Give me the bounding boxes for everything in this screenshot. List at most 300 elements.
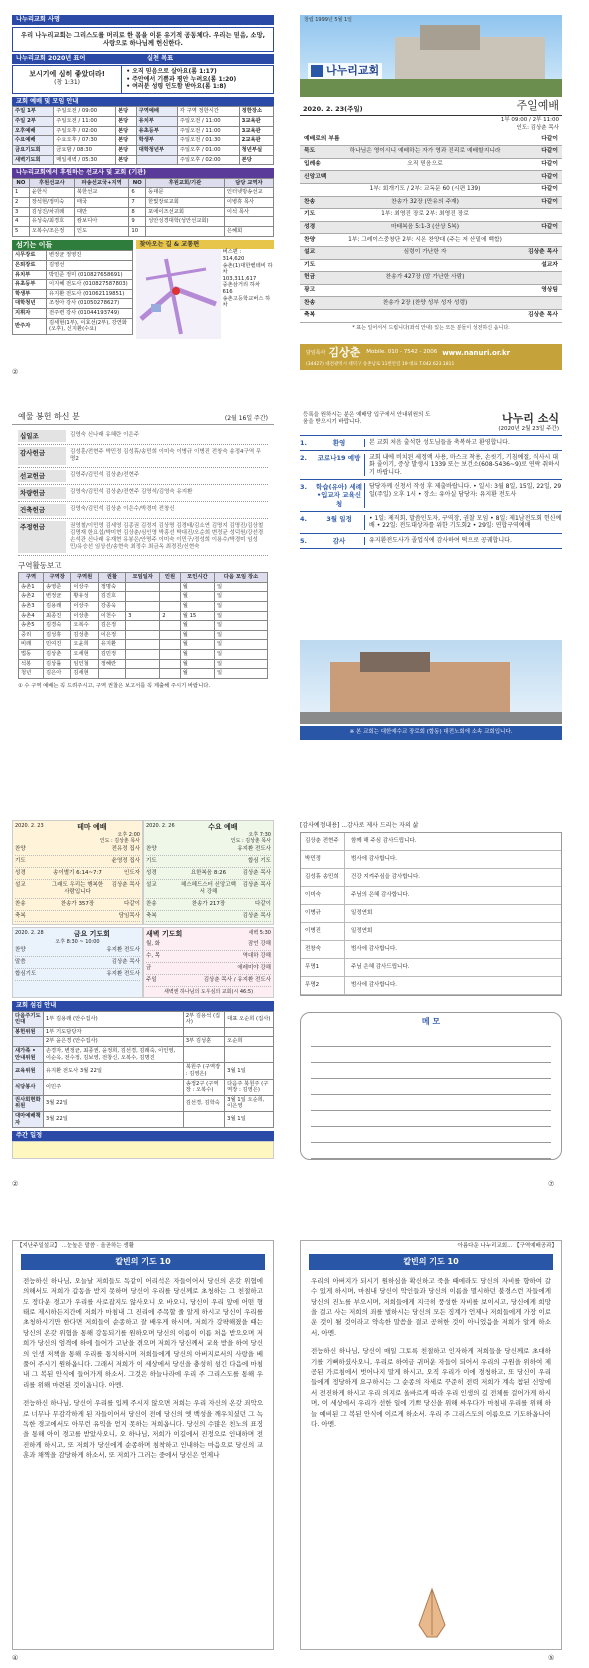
zone-cell: 일 — [214, 601, 267, 611]
zone-cell — [160, 601, 180, 611]
zone-cell — [126, 630, 160, 640]
theme-service-cell: 찬송 — [15, 900, 26, 907]
service-date: 2020. 2. 23(주일) — [303, 104, 363, 113]
duty-cell — [183, 1047, 224, 1063]
zone-cell: 김경숙 — [44, 621, 71, 631]
zone-cell: 월 — [180, 640, 214, 650]
zone-cell — [160, 592, 180, 602]
staff-role: 반주자 — [13, 318, 47, 334]
goal-item: • 오직 믿음으로 살아요(롬 1:17) — [126, 68, 217, 76]
theme-service-row — [15, 844, 140, 856]
theme-service-cell: 찬양 — [15, 846, 26, 853]
duty-cell: 3월 1일 — [225, 1063, 274, 1079]
duty-cell: 2부 김용석 (집사) — [183, 1011, 224, 1027]
page-number: ④ — [12, 1654, 19, 1662]
news-content: 교회 내에 비치된 세정액 사용, 마스크 착용, 손씻기, 기침예절, 식사시 대화 줄이기, 증상 발생시 1339 또는 보건소(608-5436~9)로 연락 취하시기 바랍니다. — [364, 454, 562, 477]
theme-service-cell: 전유정 집사 — [111, 846, 140, 853]
wed-service-cell: 기도 — [146, 858, 157, 865]
order-row — [300, 209, 562, 222]
support-cell: 이석 목사 — [224, 207, 273, 217]
order-row — [300, 159, 562, 172]
dawn-note: 새벽엔 하나님의 도우심의 교회(시 46:5) — [163, 988, 254, 995]
schedule-cell: 주일 2부 — [13, 117, 54, 127]
duty-cell: 북원주 (구역장 : 김영은) — [183, 1063, 224, 1079]
church-building-photo — [300, 640, 562, 724]
wed-service-cell: 김상춘 목사 — [242, 870, 271, 876]
duty-row — [13, 1079, 274, 1095]
zone-cell: 월 15 — [180, 611, 214, 621]
schedule-cell: 유초등부 — [136, 126, 177, 136]
church-photo — [300, 15, 562, 97]
staff-role: 은퇴장로 — [13, 260, 47, 270]
duty-cell: 대표 오순희 (집사) — [225, 1011, 274, 1027]
zone-cell: 월 — [180, 659, 214, 669]
page-number: ② — [12, 1180, 19, 1188]
schedule-cell: 금요기도회 — [13, 145, 54, 155]
fri-date: 2020. 2. 28 — [15, 930, 44, 937]
zone-cell: 일 — [214, 669, 267, 679]
wed-service-cell: 찬양 — [146, 846, 157, 853]
schedule-cell: 유치부 — [136, 117, 177, 127]
order-person — [506, 237, 558, 244]
duty-cell — [13, 1037, 44, 1047]
prayer-paragraph: 전능하신 하나님, 당신이 매일 그토록 친절하고 인자하게 저희들을 당신께로 초대하기를 기뻐하셨사오니, 우리로 하여금 귀머운 자들이 되어서 우리의 구원을 위하여 제공된 가르침에서 벗어나지 말게 하시고, 오직 우리가 이에 경청하고, 또 당신이 우리들에게 정당하게 요구하시는 그 순종의 자세로 꾸준히 전력 저희가 계속 참된 신앙에서 전진하게 하시고 우리 의지로 올바르게 따라 우리 인생의 길 전체를 걸어가게 하시며, 이 세상에서 우리가 선한 일에 기쁘 당신을 위해 싸우다가 마침내 우리를 위해 하늘 예비된 그 복된 안식에 이르게 하소서. 우리 주 그리스도의 이름으로 기도하옵나이다. 아멘. — [311, 1347, 551, 1428]
theme-time: 오후 2:00 — [117, 831, 140, 838]
order-of-service — [300, 134, 562, 323]
schedule-header: 교회 예배 및 모임 안내 — [12, 97, 274, 107]
page-number: ⑤ — [548, 1654, 555, 1662]
staff-role: 대학청년 — [13, 299, 47, 309]
offering-names: 김영숙/김민석 김상춘 이은수/박경미 전창신 — [70, 506, 175, 513]
memo-title: 메 모 — [421, 1016, 441, 1026]
support-cell: 7 — [129, 198, 146, 208]
zone-cell — [126, 601, 160, 611]
news-number: 5. — [300, 536, 307, 545]
staff-role: 지휘자 — [13, 308, 47, 318]
wed-service-cell: 찬송 — [146, 900, 157, 907]
order-content: 1부: 최영진 장로 2부: 최영진 장로 — [381, 211, 469, 218]
service-times: 1부 09:00 / 2부 11:00 — [500, 116, 559, 123]
support-header-cell: NO — [129, 178, 146, 188]
zone-cell — [126, 669, 160, 679]
register-intro: 등록을 원하시는 분은 예배당 입구에서 안내위원의 도움을 받으시기 바랍니다. — [303, 412, 431, 425]
zone-cell: 이상주 — [71, 601, 98, 611]
news-title: 나누리 소식 — [502, 412, 559, 425]
order-item: 헌금 — [304, 274, 316, 281]
news-topic: 환영 — [332, 438, 346, 447]
year-motto-header: 나누리교회 2020년 표어 — [12, 54, 143, 64]
schedule-cell: 주일오후 / 02:00 — [54, 126, 116, 136]
theme-service-row — [15, 899, 140, 911]
pastor-name: 김상춘 — [328, 346, 361, 359]
theme-service-cell — [50, 913, 106, 920]
theme-service-cell: 인도자 — [124, 870, 140, 876]
duty-cell: 3월 22일 — [43, 1095, 183, 1111]
schedule-cell: 주일 1부 — [13, 107, 54, 117]
thanks-content: 주님의 은혜 감사합니다. — [351, 891, 410, 898]
dawn-time: 새벽 5:30 — [248, 930, 271, 937]
theme-service-cell: 다같이 — [124, 900, 140, 907]
fri-prayer-cell: 유지환 전도사 — [106, 947, 140, 954]
order-person: 영상팀 — [541, 287, 558, 293]
thanks-row — [301, 941, 561, 959]
order-person: 다같이 — [541, 198, 558, 205]
schedule-row — [13, 145, 274, 155]
duty-cell: 3월 22일 — [43, 1111, 183, 1127]
duty-cell: 다음주기도인대 — [13, 1011, 44, 1027]
offering-type: 건축헌금 — [18, 504, 66, 516]
duty-header: 교회 섬김 안내 — [12, 1001, 274, 1011]
staff-role: 학생부 — [13, 289, 47, 299]
thanks-row — [301, 959, 561, 977]
theme-service-row — [15, 911, 140, 923]
schedule-cell: 주일오전 / 01:30 — [177, 136, 239, 146]
zone-report-table — [18, 572, 268, 679]
order-item: 찬송 — [304, 198, 316, 205]
order-item: 설교 — [304, 249, 316, 256]
support-cell: 대만 — [74, 207, 128, 217]
service-leader: 인도: 김상춘 목사 — [516, 124, 559, 131]
zone-cell: 일 — [214, 640, 267, 650]
theme-service-cell: 송이별기 6:14~7:7 — [53, 870, 102, 876]
theme-service-row — [15, 880, 140, 899]
zone-cell: 월 — [180, 669, 214, 679]
weekly-schedule-box — [12, 1141, 274, 1159]
support-cell — [146, 226, 225, 236]
praying-hands-image — [397, 1585, 467, 1641]
zone-report-title: 구역활동보고 — [18, 560, 62, 570]
dawn-prayer-cell: 주일 — [146, 976, 157, 983]
zone-cell — [160, 582, 180, 592]
support-row — [13, 198, 274, 208]
dawn-prayer-cell: 잠언 강해 — [247, 941, 271, 948]
news-topic: 학습(유아) 세례•입교자 교육신청 — [316, 483, 362, 508]
zone-row — [19, 592, 268, 602]
thanks-name: 박민정 — [301, 851, 345, 868]
order-content: 심령이 가난한 자 — [403, 249, 447, 256]
order-content — [344, 312, 506, 319]
page-5 — [12, 820, 274, 1175]
zone-header-cell: 권찰 — [98, 573, 125, 583]
zone-cell: 변정균 — [44, 592, 71, 602]
zone-row — [19, 630, 268, 640]
schedule-cell: 2교육관 — [239, 136, 273, 146]
schedule-cell: 새벽기도회 — [13, 155, 54, 165]
news-number: 2. — [300, 453, 307, 462]
wed-service-row — [146, 844, 271, 856]
page-number: ⑦ — [548, 1180, 555, 1188]
order-row — [300, 272, 562, 285]
schedule-cell: 주일오전 / 11:00 — [177, 117, 239, 127]
staff-name: 김세현(1부), 이효선(2부), 강연화(오후), 신지환(수요) — [47, 318, 133, 334]
zone-cell — [126, 650, 160, 660]
support-header-cell: NO — [13, 178, 30, 188]
dawn-prayer-cell: 금 — [146, 964, 152, 971]
schedule-row — [13, 155, 274, 165]
order-content: 찬송가 427장 (맘 가난한 사람) — [385, 274, 465, 281]
support-cell: 윤한식 — [29, 188, 74, 198]
schedule-cell: 3교육관 — [239, 126, 273, 136]
map-header: 찾아오는 길 & 교통편 — [136, 240, 274, 250]
zone-cell — [126, 582, 160, 592]
wednesday-service-box — [143, 820, 274, 925]
schedule-cell: 본당 — [116, 117, 137, 127]
service-title: 주일예배 — [516, 99, 559, 112]
dawn-prayer-row — [146, 939, 271, 951]
thanks-row — [301, 923, 561, 941]
schedule-cell — [136, 155, 177, 165]
news-list — [300, 435, 562, 549]
offering-names: 김영주/김민석 김상춘/전현주 — [70, 471, 140, 478]
dawn-prayer-cell: 수, 목 — [146, 953, 161, 959]
staff-row — [13, 280, 133, 290]
prayer-paragraph: 전능하신 하나님, 오늘날 저희들도 독같이 어리석은 자들이어서 당신의 온갖 위협에 의해서도 저희가 갑동을 받지 못하며 당신이 우리를 당신께로 초청하는 그 친절하고도 정다운 경고가 우리를 사로잡지도 않사오니 오 바오니, 당신이 우리 앞에 어떤 형태로 제시하든지간에 저희가 마침내 그 진리에 주목할 줄 알게 하시고 당신이 우리를 초청하시기만 한다면 저희들이 순종하고 잘 배우게 하시며, 저희가 강퍅해졌을 때는 당신의 온갖 위협을 통해 강동되기를 원하오며 당신의 이름이 이름 처음 받으오며 저희가 당신의 엄격에 하에 들어가 고난을 겪으며 저희가 당신께서 교육 받을 하여 당신의 인생 저책을 통해 우리를 통치하시며 저희들에게 당신의 아버지로서의 사랑을 베풀어 주시기 원하옵니다. 그래서 저희가 이 세상에서 당신을 충성히 섬긴 다음에 마침내 그 복된 안식에 들어가게 하소서. 그것은 하늘나라에 우리 주 그리스도를 통해 우리를 위해 마련된 것이옵니다. 아멘. — [23, 1276, 263, 1389]
theme-service-cell: 찬송가 357장 — [60, 900, 95, 907]
zone-cell: 김민정 — [98, 650, 125, 660]
zone-cell: 송촌4 — [19, 611, 44, 621]
wed-service-cell: 합심 기도 — [247, 858, 271, 865]
staff-name: 김영선 — [47, 260, 133, 270]
zone-cell: 월 — [180, 621, 214, 631]
thanks-name: 전창숙 — [301, 941, 345, 958]
news-number: 4. — [300, 514, 307, 523]
zone-cell: 이천수 — [98, 611, 125, 621]
staff-row — [13, 251, 133, 261]
order-person: 김상춘 목사 — [527, 249, 558, 256]
news-item — [300, 534, 562, 549]
zone-header-cell: 구역장 — [44, 573, 71, 583]
fri-prayer-row — [15, 969, 140, 981]
goal-item: • 주안에서 기쁨과 평안 누려요(롬 1:20) — [126, 75, 237, 83]
wed-service-cell: 김상춘 목사 — [242, 881, 271, 888]
order-row — [300, 285, 562, 298]
order-row — [300, 310, 562, 323]
zone-cell: 강종욱 — [98, 601, 125, 611]
zone-header-cell: 다음 모임 장소 — [214, 573, 267, 583]
support-cell: 인터넷방송선교 — [224, 188, 273, 198]
church-website[interactable]: www.nanuri.or.kr — [442, 348, 511, 357]
schedule-row — [13, 136, 274, 146]
staff-row — [13, 318, 133, 334]
wed-service-cell: 찬송가 217장 — [191, 900, 226, 907]
page-7 — [12, 1240, 274, 1650]
wed-service-cell: 요한복음 8:26 — [190, 870, 227, 876]
support-row — [13, 217, 274, 227]
staff-role: 유치부 — [13, 270, 47, 280]
zone-cell: 일 — [214, 650, 267, 660]
zone-cell: 정명숙 — [98, 582, 125, 592]
news-content: 담당자께 신청서 작성 후 제출바랍니다. • 일시: 3월 8일, 15일, 22일, 29일(주일) 오후 1시 • 장소: 유아실 담당자: 유지환 전도사 — [364, 483, 562, 507]
zone-cell: 이상주 — [71, 582, 98, 592]
schedule-cell: 청년부실 — [239, 145, 273, 155]
duty-cell — [225, 1027, 274, 1037]
order-row — [300, 184, 562, 197]
zone-cell: 송촌5 — [19, 621, 44, 631]
page-6 — [300, 820, 562, 1175]
fri-prayer-cell: 김상춘 목사 — [111, 959, 140, 966]
offering-row — [18, 468, 268, 485]
year-motto-ref: (창 1:31) — [54, 78, 81, 86]
fri-time: 오후 8:30 ~ 10:00 — [55, 939, 100, 946]
duty-cell: 3월 1일 — [225, 1111, 274, 1127]
duty-cell: 1부 기도담당자 — [43, 1027, 183, 1037]
thanks-content: 주님 은혜 감사드립니다. — [351, 963, 410, 970]
zone-cell — [160, 669, 180, 679]
schedule-cell: 학생부 — [136, 136, 177, 146]
fri-prayer-cell — [50, 947, 106, 954]
zone-header-cell: 인원 — [160, 573, 180, 583]
wed-service-cell: 김상춘 목사 — [242, 912, 271, 919]
support-cell: 유성숙/최경호 — [29, 217, 74, 227]
offering-row — [18, 445, 268, 468]
staff-name: 변정균 정영진 — [47, 251, 133, 261]
duty-cell: 오순희 — [225, 1037, 274, 1047]
zone-cell: 3 — [126, 611, 160, 621]
zone-cell: 이상춘 — [71, 611, 98, 621]
zone-cell: 월 — [180, 592, 214, 602]
thanks-row — [301, 905, 561, 923]
thanks-content: 범사에 감사합니다. — [351, 981, 398, 988]
zone-header-cell: 구역 — [19, 573, 44, 583]
friday-prayer-box — [12, 927, 143, 998]
support-cell: 성안성경대학(성안선교회) — [146, 217, 225, 227]
staff-name: 유지환 전도사 (01062119851) — [47, 289, 133, 299]
zone-cell: 송영준 — [44, 582, 71, 592]
pastor-mobile: Mobile. 010 - 7542 - 2006 — [366, 349, 438, 356]
thanks-name: 김성휴 송민희 — [301, 869, 345, 886]
bus-line: 616 — [222, 288, 233, 295]
order-row — [300, 260, 562, 273]
fri-prayer-row — [15, 957, 140, 969]
order-item: 축복 — [304, 312, 316, 319]
bus-stop: 송촌(1)대한벧테비 하차 — [222, 262, 273, 276]
duty-table — [12, 1011, 274, 1129]
zone-cell: 김성휴 — [44, 630, 71, 640]
zone-cell: 오세현 — [71, 650, 98, 660]
zone-cell: 오복수 — [71, 621, 98, 631]
news-item — [300, 436, 562, 451]
zone-cell — [98, 669, 125, 679]
order-content — [344, 174, 506, 181]
schedule-row — [13, 126, 274, 136]
news-item — [300, 512, 562, 534]
mission-header: 나누리교회 사명 — [12, 15, 274, 25]
staff-row — [13, 299, 133, 309]
duty-cell: 새가족 • 안내위원 — [13, 1047, 44, 1063]
support-row — [13, 226, 274, 236]
zone-cell: 송촌1 — [19, 582, 44, 592]
order-item: 찬송 — [304, 299, 316, 306]
order-row — [300, 171, 562, 184]
theme-service-cell: 기도 — [15, 858, 26, 865]
duty-cell — [225, 1047, 274, 1063]
news-content: 본 교회 처음 출석한 성도님들을 축복하고 환영합니다. — [364, 439, 562, 447]
duty-row — [13, 1047, 274, 1063]
zone-cell: 중리 — [19, 630, 44, 640]
duty-cell: 유지환 전도사 3월 22일 — [43, 1063, 183, 1079]
wed-leader: 인도 : 김상춘 목사 — [230, 838, 271, 844]
order-item: 광고 — [304, 287, 316, 293]
schedule-cell: 대학청년부 — [136, 145, 177, 155]
staff-name: 박민준 정미 (010827658691) — [47, 270, 133, 280]
theme-service-cell: 성경 — [15, 870, 26, 876]
thanks-content: 건강 지켜주심을 감사합니다. — [351, 873, 421, 880]
mission-text: 우리 나누리교회는 그리스도를 머리로 한 몸을 이룬 유기적 공동체다. 우리는 믿음, 소망, 사랑으로 하나님께 헌신한다. — [12, 27, 274, 53]
zone-cell: 월 — [180, 601, 214, 611]
order-person — [506, 274, 558, 281]
prayer-paragraph: 전능하신 하나님, 당신이 우리를 입께 주시지 않으면 저희는 우리 자신의 온갖 죄악으로 너무나 무감각하게 된 자들이어서 당신이 전에 당신의 옛 백성을 깨우치셨던 그 녹독한 경고에서도 아무런 유익을 얻지 못하는 저희옵니다. 당신의 수많은 친노의 표징을 통해 아이 경고를 받았사오니, 오 하나님, 저희가 이길에서 진정으로 인내하며 전진하게 하시고, 또 저희가 당신에게 순종하며 침착하고 인내하는 마음으로 당신의 교훈과 채찍을 감당하게 하소서, 또 저희가 그러는 중에서 당신은 언제나 — [23, 1399, 263, 1460]
theme-service-cell: 그래도 우리는 행복한 사람입니다 — [51, 881, 104, 895]
offering-type: 주정헌금 — [18, 521, 66, 553]
wed-service-row — [146, 856, 271, 868]
duty-cell: 다음주 북원주 (구역장 : 김영은) — [225, 1079, 274, 1095]
fri-prayer-cell: 말씀 — [15, 959, 26, 966]
mission-support-header: 나누리교회에서 후원하는 선교사 및 교회 (기관) — [12, 168, 274, 178]
thanks-row — [301, 887, 561, 905]
support-cell: 이병휴 목사 — [224, 198, 273, 208]
zone-row — [19, 640, 268, 650]
support-cell: 북한선교 — [74, 188, 128, 198]
zone-cell: 2 — [160, 611, 180, 621]
news-topic: 코로나19 예방 — [317, 453, 361, 462]
order-content: 마태복음 5:1-3 (산상 5복) — [390, 223, 460, 230]
zone-row — [19, 582, 268, 592]
goals-list — [122, 66, 273, 93]
order-person — [506, 300, 558, 307]
staff-row — [13, 270, 133, 280]
zone-cell: 김상춘 — [44, 650, 71, 660]
schedule-cell: 주일오후 / 02:00 — [177, 155, 239, 165]
staff-row — [13, 260, 133, 270]
order-item: 성경 — [304, 223, 316, 230]
schedule-cell: 본당 — [239, 155, 273, 165]
duty-cell: 2부 윤은경 (안수집사) — [43, 1037, 183, 1047]
zone-cell: 일 — [214, 659, 267, 669]
zone-row — [19, 650, 268, 660]
wed-service-cell — [181, 846, 237, 853]
zone-cell: 비래 — [19, 640, 44, 650]
schedule-cell: 오후예배 — [13, 126, 54, 136]
wed-service-cell: 설교 — [146, 881, 157, 888]
bus-stop: 송촌고등학교버스 하차 — [222, 295, 271, 309]
support-cell: 태국 — [74, 198, 128, 208]
page-8 — [300, 1240, 562, 1650]
theme-leader: 인도 : 김상춘 목사 — [99, 838, 140, 844]
zone-cell: 김성춘 — [71, 630, 98, 640]
schedule-cell: 매일새벽 / 05:30 — [54, 155, 116, 165]
duty-cell: 3부 김성훈 — [183, 1037, 224, 1047]
dawn-prayer-box — [143, 927, 274, 998]
year-motto: 보시기에 심히 좋았더라! — [29, 70, 105, 79]
theme-service-cell: 담임목사 — [118, 912, 140, 919]
news-topic: 감사 — [332, 536, 346, 545]
order-content: 오직 믿음으로 — [407, 160, 443, 167]
theme-service-cell: 김상춘 목사 — [111, 881, 140, 888]
order-content: 1부: 그레이스중창단 2부: 시온 찬양대 (주는 저 산밑에 백합) — [348, 236, 502, 243]
staff-name: 전주련 강사 (01044193749) — [47, 308, 133, 318]
practice-goal-header: 실천 목표 — [143, 54, 274, 64]
zone-cell: 일 — [214, 611, 267, 621]
order-row — [300, 297, 562, 310]
schedule-row — [13, 117, 274, 127]
support-header-cell: 후원교회/기관 — [146, 178, 225, 188]
prayer-title: 칼빈의 기도 10 — [309, 1254, 553, 1270]
thanks-name: 김상춘 전현주 — [301, 833, 345, 850]
news-item — [300, 480, 562, 511]
standing-note: * 표는 일어서서 드립니다(좌석 안내) 있는 모든 분들이 성전하신 옵니다. — [352, 324, 510, 331]
schedule-cell: 수요예배 — [13, 136, 54, 146]
theme-title: 테마 예배 — [77, 823, 107, 831]
